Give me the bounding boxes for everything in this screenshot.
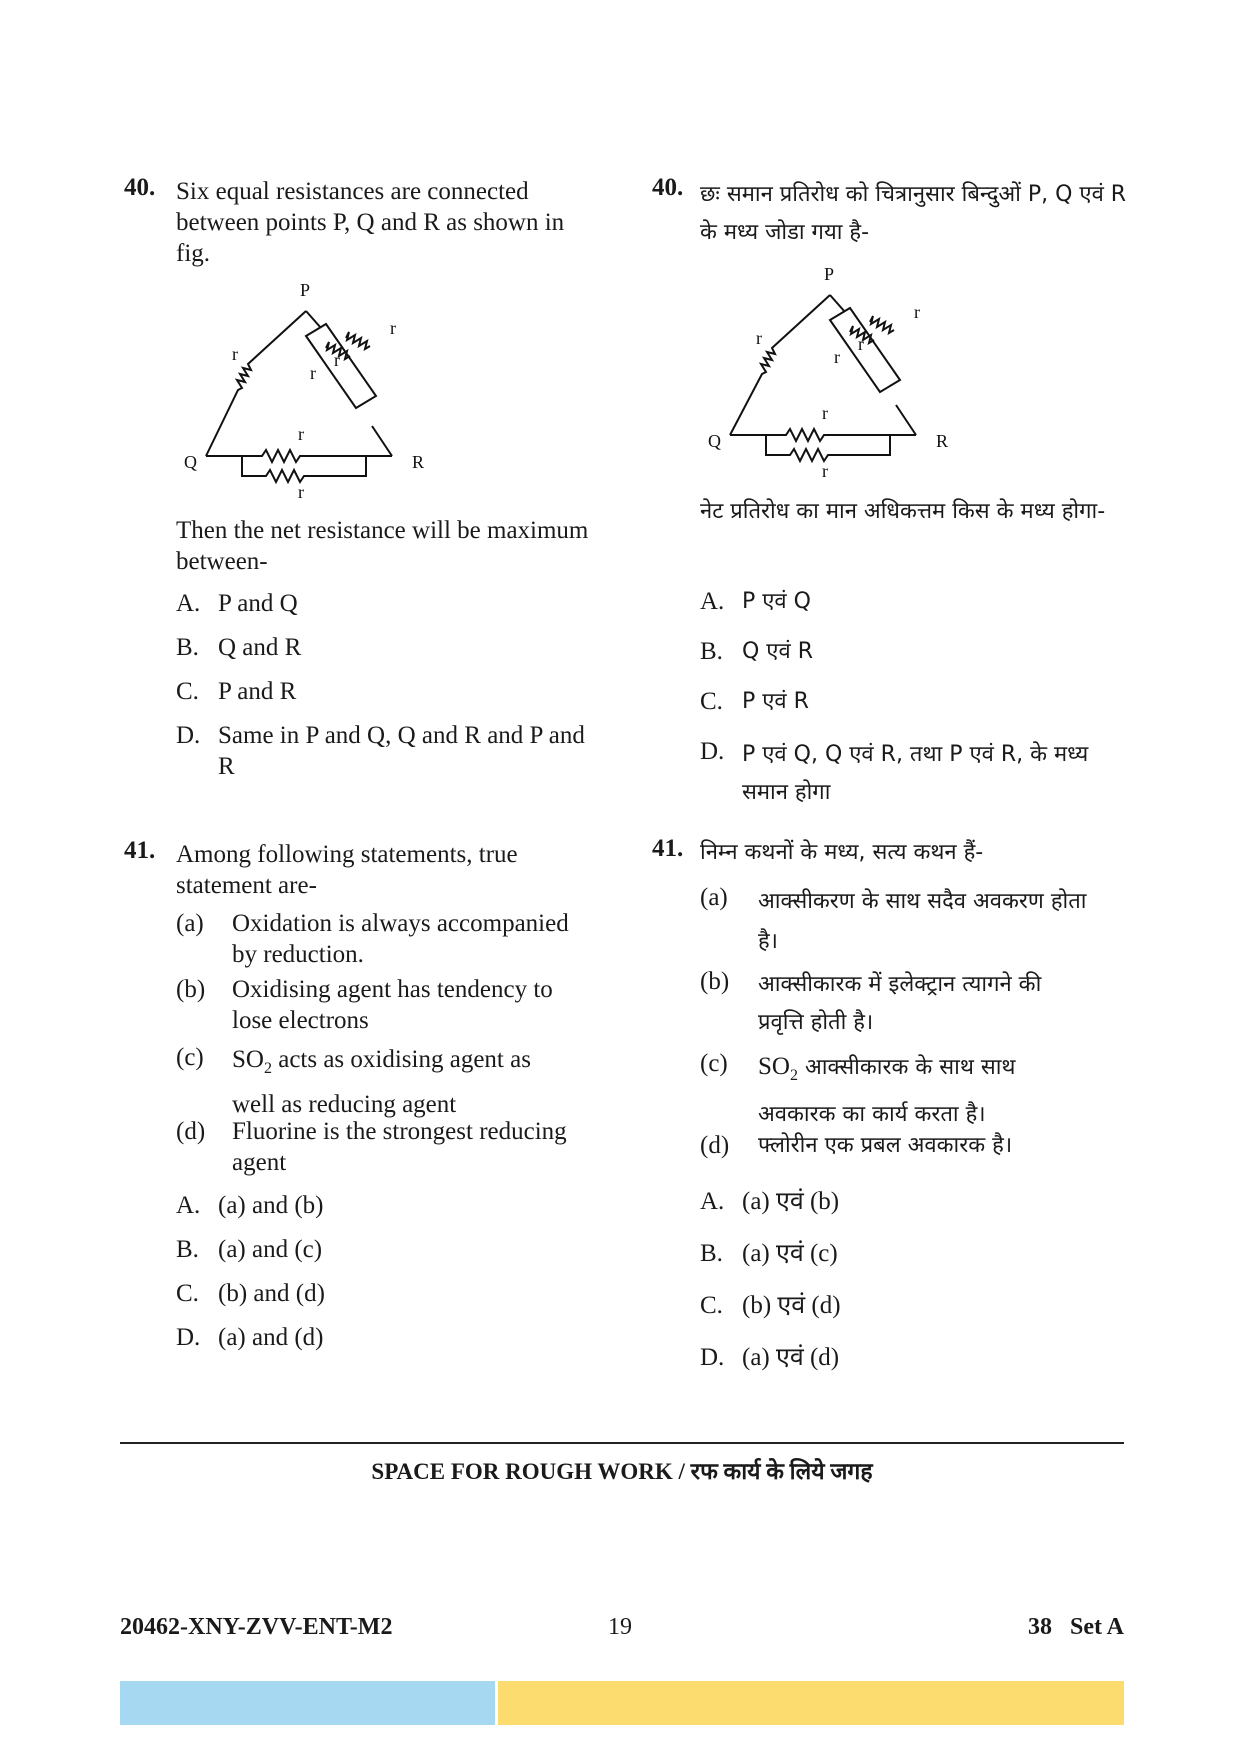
subscript: 2 [789,1067,798,1084]
option-label: B. [176,634,199,661]
resistor-label: r [232,344,238,364]
set-label: 38 Set A [1028,1614,1124,1640]
node-p-label: P [824,264,835,284]
statement-text: acts as oxidising agent as well as reducing agent [232,1046,531,1118]
statement-a [176,908,596,972]
option-label: A. [700,588,725,615]
question-number: 41. [124,837,156,864]
rough-work-heading: SPACE FOR ROUGH WORK / रफ कार्य के लिये जगह [371,1459,873,1484]
paper-code: 20462-XNY-ZVV-ENT-M2 [120,1614,393,1640]
question-number: 40. [124,174,156,201]
so2-formula: SO [232,1046,264,1073]
statement-label: (c) [176,1044,204,1071]
option-a[interactable] [176,588,596,622]
resistor-label: r [298,482,304,502]
option-text: P एवं Q [742,589,811,614]
divider [120,1442,1124,1444]
option-b[interactable] [176,1234,596,1268]
option-label: C. [176,1280,199,1307]
statement-text: आक्सीकारक के साथ साथ अवकारक का कार्य करता है। [758,1055,1016,1127]
question-stem: Among following statements, true statement are- [176,841,518,899]
statement-b [700,966,1140,1042]
resistor-network-figure [176,276,436,506]
question-number: 41. [652,835,684,862]
option-a[interactable] [700,1186,1140,1222]
option-b[interactable] [700,636,1140,672]
subscript: 2 [263,1060,272,1077]
option-label: D. [176,1324,201,1351]
node-r-label: R [412,452,425,472]
option-b[interactable] [176,632,596,666]
option-c[interactable] [176,676,596,710]
statement-text: आक्सीकारक में इलेक्ट्रान त्यागने की प्रवृत्ति होती है। [758,972,1042,1035]
option-text: (a) and (c) [218,1236,323,1263]
option-d[interactable] [176,720,596,784]
resistor-label: r [334,350,340,370]
statement-d [700,1130,1140,1166]
node-p-label: P [300,280,311,300]
statement-b [176,974,596,1038]
option-text: Q एवं R [742,639,813,664]
so2-formula: SO [758,1053,790,1080]
option-label: B. [700,638,723,665]
resistor-label: r [834,347,840,367]
option-label: D. [176,722,201,749]
option-label: A. [176,590,201,617]
option-text: P एवं R [742,689,809,714]
option-c[interactable] [700,686,1140,722]
option-a[interactable] [176,1190,596,1224]
option-label: D. [700,738,725,765]
statement-a [700,882,1140,958]
option-text: (a) and (b) [218,1192,324,1219]
question-stem: छः समान प्रतिरोध को चित्रानुसार बिन्दुओं P, Q एवं R के मध्य जोडा गया है- [700,182,1127,245]
question-follow-text: नेट प्रतिरोध का मान अधिकत्तम किस के मध्य होगा- [700,499,1106,524]
question-stem: निम्न कथनों के मध्य, सत्य कथन हैं- [700,840,984,865]
option-text: (a) एवं (b) [742,1188,840,1215]
option-label: A. [700,1188,725,1215]
statement-text: Oxidation is always accompanied by reduction. [232,910,569,968]
statement-c [700,1048,1140,1127]
option-c[interactable] [700,1290,1140,1326]
resistor-label: r [310,363,316,383]
option-d[interactable] [700,1342,1140,1378]
statement-d [176,1116,596,1180]
statement-text: Fluorine is the strongest reducing agent [232,1118,567,1176]
option-label: C. [700,688,723,715]
statement-label: (d) [700,1132,730,1159]
question-stem: Six equal resistances are connected between points P, Q and R as shown in fig. [176,178,565,267]
option-text: (a) एवं (d) [742,1344,840,1371]
option-label: D. [700,1344,725,1371]
statement-text: आक्सीकरण के साथ सदैव अवकरण होता है। [758,889,1087,954]
option-text: P and R [218,678,297,705]
option-text: (b) and (d) [218,1280,325,1307]
option-a[interactable] [700,586,1140,622]
statement-label: (a) [700,884,728,911]
option-d[interactable] [700,736,1140,812]
option-text: P एवं Q, Q एवं R, तथा P एवं R, के मध्य समान होगा [742,742,1089,805]
statement-label: (d) [176,1118,206,1145]
resistor-label: r [756,328,762,348]
statement-label: (a) [176,910,204,937]
option-d[interactable] [176,1322,596,1356]
resistor-label: r [390,318,396,338]
option-label: B. [700,1240,723,1267]
resistor-label: r [822,403,828,423]
resistor-label: r [914,302,920,322]
option-text: P and Q [218,590,298,617]
option-text: (a) एवं (c) [742,1240,838,1267]
option-label: A. [176,1192,201,1219]
resistor-label: r [822,461,828,481]
question-follow-text: Then the net resistance will be maximum between- [176,517,589,575]
option-text: Same in P and Q, Q and R and P and R [218,722,585,780]
color-band-left [120,1681,495,1725]
option-label: C. [700,1292,723,1319]
statement-label: (b) [700,968,730,995]
statement-c [176,1042,596,1118]
page-number: 19 [608,1614,632,1640]
resistor-network-figure [700,260,960,485]
resistor-label: r [858,334,864,354]
statement-label: (c) [700,1050,728,1077]
statement-label: (b) [176,976,206,1003]
option-c[interactable] [176,1278,596,1312]
statement-text: फ्लोरीन एक प्रबल अवकारक है। [758,1133,1013,1158]
node-r-label: R [936,431,949,451]
option-text: Q and R [218,634,302,661]
option-b[interactable] [700,1238,1140,1274]
option-label: B. [176,1236,199,1263]
question-number: 40. [652,174,684,201]
statement-text: Oxidising agent has tendency to lose electrons [232,976,553,1034]
node-q-label: Q [708,431,721,451]
option-label: C. [176,678,199,705]
node-q-label: Q [184,452,197,472]
option-text: (b) एवं (d) [742,1292,841,1319]
color-band-right [498,1681,1124,1725]
option-text: (a) and (d) [218,1324,324,1351]
resistor-label: r [298,424,304,444]
